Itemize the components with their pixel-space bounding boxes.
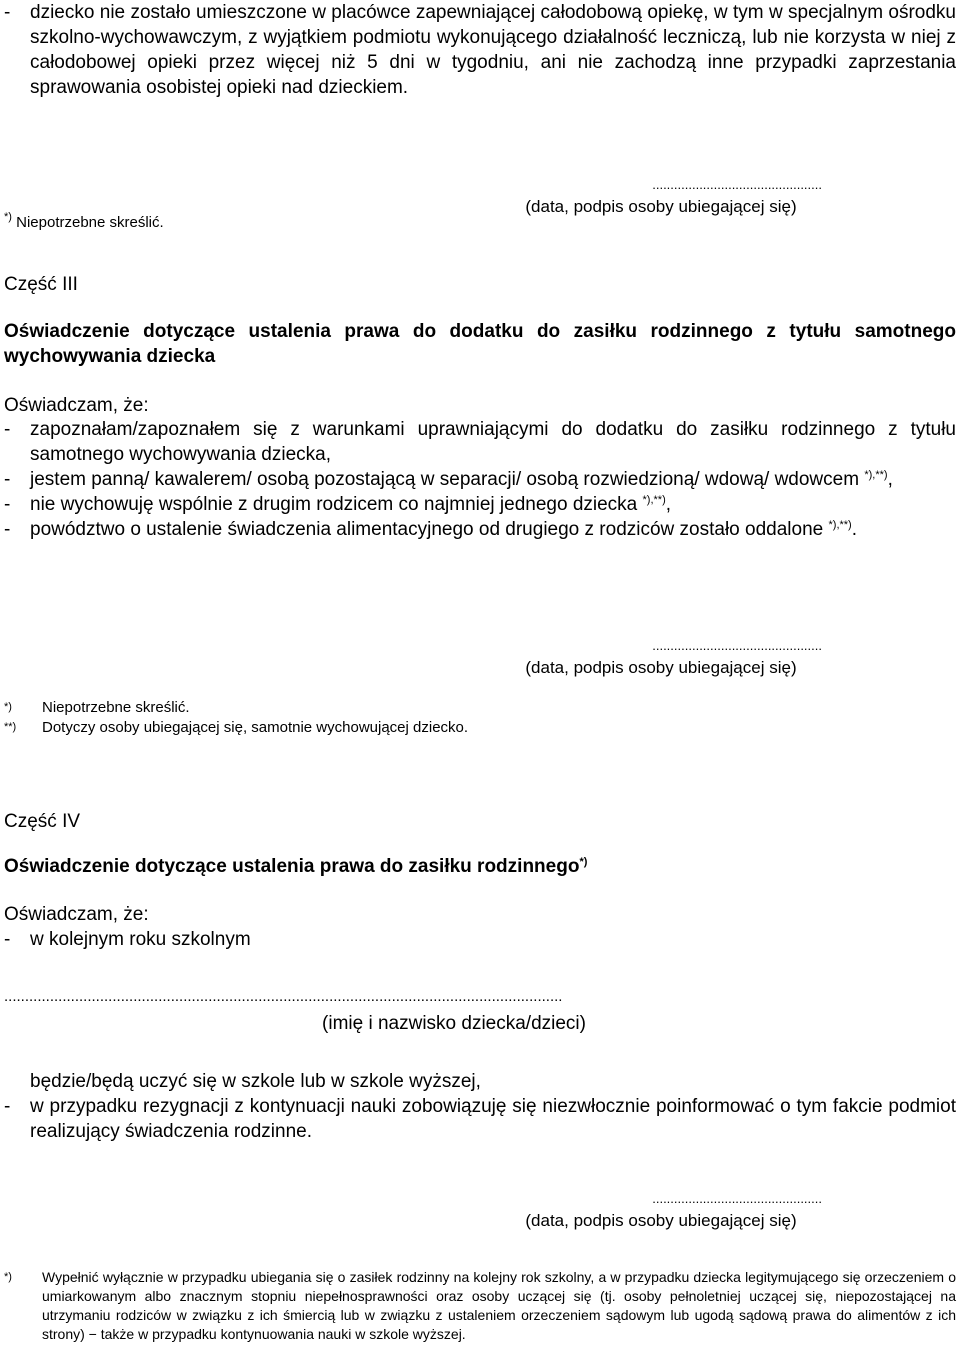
- note-text: Niepotrzebne skreślić.: [16, 214, 164, 231]
- list-dash: -: [4, 419, 11, 440]
- part4-item-2: [4, 1094, 956, 1144]
- list-item: [4, 492, 956, 517]
- part3-footnote-1: [4, 698, 956, 717]
- list-dash: -: [4, 519, 11, 540]
- part3-footnote-2: [4, 718, 956, 737]
- note-marker: *): [4, 211, 12, 223]
- signature-caption: (data, podpis osoby ubiegającej się): [525, 197, 797, 216]
- list-item-text: nie wychowuję wspólnie z drugim rodzicem co najmniej jednego dziecka *),**),: [30, 494, 672, 515]
- footnote-ref: *): [579, 856, 588, 868]
- list-item-text: zapoznałam/zapoznałem się z warunkami uprawniającymi do dodatku do zasiłku rodzinnego z tytułu samotnego wychowywania dziecka,: [30, 419, 956, 465]
- footnote-ref: *),**): [864, 469, 888, 481]
- signature-block-1: [500, 174, 822, 218]
- part4-continuation: będzie/będą uczyć się w szkole lub w szkole wyższej,: [30, 1071, 481, 1092]
- signature-caption: (data, podpis osoby ubiegającej się): [525, 658, 797, 677]
- signature-block-2: [500, 635, 822, 679]
- intro-item-text: dziecko nie zostało umieszczone w placówce zapewniającej całodobową opiekę, w tym w specjalnym ośrodku szkolno-wychowawczym, z wyjątkiem podmiotu wykonującego działalność leczniczą, lub nie korzysta w niej z całodobowej opieki przez więcej niż 5 dni w tygodniu, ani nie zachodzą inne przypadki zaprzestania sprawowania osobistej opieki nad dzieckiem.: [30, 2, 956, 98]
- part4-declare: Oświadczam, że:: [4, 904, 149, 925]
- list-item-text: jestem panną/ kawalerem/ osobą pozostającą w separacji/ osobą rozwiedzioną/ wdową/ wdowcem *),**),: [30, 469, 893, 490]
- list-item: [4, 517, 956, 542]
- list-dash: -: [4, 929, 11, 950]
- part3-title: Oświadczenie dotyczące ustalenia prawa do dodatku do zasiłku rodzinnego z tytułu samotnego wychowywania dziecka: [4, 321, 956, 367]
- signature-block-3: [500, 1188, 822, 1232]
- footnote-ref: *),**): [828, 519, 852, 531]
- list-item-text: powództwo o ustalenie świadczenia alimentacyjnego od drugiego z rodziców zostało oddalone *),**).: [30, 519, 858, 540]
- part3-label: Część III: [4, 274, 78, 295]
- part4-title: Oświadczenie dotyczące ustalenia prawa do zasiłku rodzinnego*): [4, 856, 588, 877]
- list-dash: -: [4, 2, 11, 23]
- part4-label: Część IV: [4, 811, 81, 832]
- part4-item-1: [4, 927, 956, 952]
- list-item: [4, 467, 956, 492]
- signature-dots: ...............................................: [652, 638, 822, 653]
- footnote-marker: **): [4, 721, 17, 733]
- list-dash: -: [4, 494, 11, 515]
- intro-item: [4, 0, 956, 100]
- list-dash: -: [4, 1096, 11, 1117]
- signature-caption: (data, podpis osoby ubiegającej się): [525, 1211, 797, 1230]
- part3-list: [4, 417, 956, 542]
- part4-footnote: [4, 1268, 956, 1344]
- footnote-text: Dotyczy osoby ubiegającej się, samotnie wychowującej dziecko.: [42, 719, 469, 736]
- footnote-ref: *),**): [642, 494, 666, 506]
- list-item-text: w kolejnym roku szkolnym: [30, 929, 251, 950]
- signature-dots: ...............................................: [652, 177, 822, 192]
- list-item: [4, 417, 956, 467]
- part3-declare: Oświadczam, że:: [4, 395, 149, 416]
- child-name-caption: (imię i nazwisko dziecka/dzieci): [322, 1013, 586, 1034]
- footnote-text: Wypełnić wyłącznie w przypadku ubiegania się o zasiłek rodzinny na kolejny rok szkolny, a w przypadku dziecka legitymującego się orzeczeniem o umiarkowanym albo znacznym stopniu niepełnosprawności oraz osoby uczącej się (tj. osoby pełnoletniej uczącej się, niepozostającej na utrzymaniu rodziców w związku z ich śmiercią lub w związku z ustaleniem orzeczeniem sądowym lub ugodą sądową prawa do alimentów z ich strony) − także w przypadku kontynuowania nauki w szkole wyższej.: [42, 1269, 956, 1342]
- note-strike: [4, 213, 164, 232]
- footnote-marker: *): [4, 1271, 12, 1283]
- footnote-text: Niepotrzebne skreślić.: [42, 699, 190, 716]
- signature-dots: ...............................................: [652, 1191, 822, 1206]
- list-dash: -: [4, 469, 11, 490]
- list-item-text: w przypadku rezygnacji z kontynuacji nauki zobowiązuję się niezwłocznie poinformować o tym fakcie podmiot realizujący świadczenia rodzinne.: [30, 1096, 956, 1142]
- child-name-field-dots: ......................................................................................................................................: [4, 988, 563, 1005]
- footnote-marker: *): [4, 701, 12, 713]
